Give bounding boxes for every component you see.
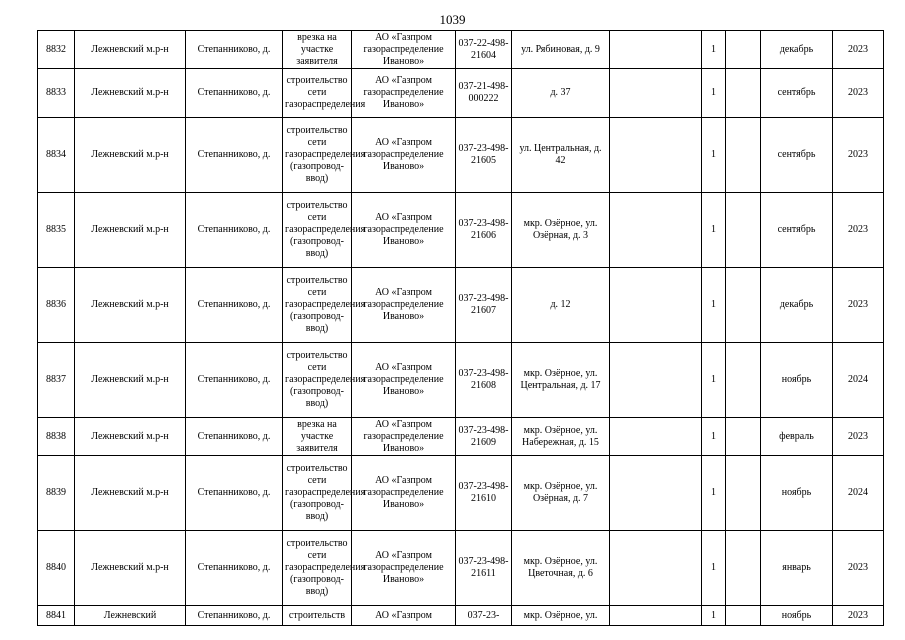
cell-district: Лежневский м.р-н: [75, 69, 186, 118]
registry-table: [37, 30, 884, 626]
cell-address: мкр. Озёрное, ул. Цветочная, д. 6: [512, 531, 610, 606]
cell-empty: [726, 268, 761, 343]
table-row: [38, 193, 884, 268]
cell-address: мкр. Озёрное, ул. Центральная, д. 17: [512, 343, 610, 418]
cell-empty: [726, 456, 761, 531]
cell-empty: [726, 69, 761, 118]
table-row: [38, 69, 884, 118]
cell-locality: Степанниково, д.: [186, 343, 283, 418]
cell-quantity: 1: [702, 531, 726, 606]
cell-code: 037-21-498-000222: [456, 69, 512, 118]
cell-address: мкр. Озёрное, ул. Озёрная, д. 3: [512, 193, 610, 268]
cell-code: 037-23-498-21605: [456, 118, 512, 193]
cell-organization: АО «Газпром газораспределение Иваново»: [352, 193, 456, 268]
cell-number: 8837: [38, 343, 75, 418]
table-row: [38, 268, 884, 343]
cell-month: ноябрь: [761, 606, 833, 626]
cell-month: февраль: [761, 418, 833, 456]
cell-locality: Степанниково, д.: [186, 268, 283, 343]
cell-empty: [610, 193, 702, 268]
cell-year: 2024: [833, 343, 884, 418]
cell-address: д. 37: [512, 69, 610, 118]
cell-empty: [726, 418, 761, 456]
cell-number: 8839: [38, 456, 75, 531]
table-body: [38, 31, 884, 626]
cell-quantity: 1: [702, 268, 726, 343]
cell-locality: Степанниково, д.: [186, 118, 283, 193]
cell-number: 8840: [38, 531, 75, 606]
cell-organization: АО «Газпром газораспределение Иваново»: [352, 418, 456, 456]
cell-empty: [726, 118, 761, 193]
cell-code: 037-23-498-21609: [456, 418, 512, 456]
cell-quantity: 1: [702, 418, 726, 456]
cell-work-type: строительство сети газораспределения (газопровод-ввод): [283, 343, 352, 418]
cell-code: 037-22-498-21604: [456, 31, 512, 69]
cell-organization: АО «Газпром газораспределение Иваново»: [352, 118, 456, 193]
table-row: [38, 456, 884, 531]
cell-work-type: строительство сети газораспределения (газопровод-ввод): [283, 456, 352, 531]
cell-year: 2023: [833, 606, 884, 626]
cell-empty: [726, 531, 761, 606]
cell-district: Лежневский: [75, 606, 186, 626]
table-row: [38, 418, 884, 456]
cell-locality: Степанниково, д.: [186, 531, 283, 606]
cell-locality: Степанниково, д.: [186, 606, 283, 626]
cell-year: 2023: [833, 268, 884, 343]
cell-empty: [610, 118, 702, 193]
cell-month: сентябрь: [761, 193, 833, 268]
cell-organization: АО «Газпром газораспределение Иваново»: [352, 456, 456, 531]
cell-empty: [610, 31, 702, 69]
cell-month: ноябрь: [761, 456, 833, 531]
table-row: [38, 118, 884, 193]
cell-month: сентябрь: [761, 118, 833, 193]
cell-code: 037-23-498-21610: [456, 456, 512, 531]
cell-number: 8833: [38, 69, 75, 118]
cell-quantity: 1: [702, 69, 726, 118]
cell-organization: АО «Газпром газораспределение Иваново»: [352, 343, 456, 418]
cell-number: 8841: [38, 606, 75, 626]
cell-locality: Степанниково, д.: [186, 69, 283, 118]
cell-empty: [610, 456, 702, 531]
cell-year: 2024: [833, 456, 884, 531]
cell-district: Лежневский м.р-н: [75, 418, 186, 456]
cell-address: ул. Рябиновая, д. 9: [512, 31, 610, 69]
cell-number: 8834: [38, 118, 75, 193]
cell-year: 2023: [833, 118, 884, 193]
cell-address: ул. Центральная, д. 42: [512, 118, 610, 193]
cell-empty: [726, 343, 761, 418]
cell-year: 2023: [833, 69, 884, 118]
cell-locality: Степанниково, д.: [186, 456, 283, 531]
table-row: [38, 31, 884, 69]
cell-empty: [610, 343, 702, 418]
cell-work-type: строительство сети газораспределения: [283, 69, 352, 118]
cell-year: 2023: [833, 418, 884, 456]
cell-quantity: 1: [702, 193, 726, 268]
table-row: [38, 531, 884, 606]
cell-locality: Степанниково, д.: [186, 418, 283, 456]
cell-locality: Степанниково, д.: [186, 193, 283, 268]
cell-year: 2023: [833, 31, 884, 69]
cell-quantity: 1: [702, 606, 726, 626]
cell-month: декабрь: [761, 268, 833, 343]
cell-work-type: строительство сети газораспределения (газопровод-ввод): [283, 193, 352, 268]
cell-locality: Степанниково, д.: [186, 31, 283, 69]
table-row: [38, 606, 884, 626]
cell-organization: АО «Газпром газораспределение Иваново»: [352, 268, 456, 343]
cell-work-type: врезка на участке заявителя: [283, 418, 352, 456]
cell-organization: АО «Газпром газораспределение Иваново»: [352, 69, 456, 118]
cell-address: д. 12: [512, 268, 610, 343]
cell-number: 8835: [38, 193, 75, 268]
cell-year: 2023: [833, 531, 884, 606]
cell-quantity: 1: [702, 343, 726, 418]
cell-organization: АО «Газпром газораспределение Иваново»: [352, 31, 456, 69]
cell-empty: [610, 268, 702, 343]
cell-code: 037-23-498-21606: [456, 193, 512, 268]
cell-number: 8832: [38, 31, 75, 69]
cell-month: ноябрь: [761, 343, 833, 418]
cell-quantity: 1: [702, 456, 726, 531]
cell-code: 037-23-498-21607: [456, 268, 512, 343]
cell-empty: [726, 31, 761, 69]
cell-month: январь: [761, 531, 833, 606]
cell-year: 2023: [833, 193, 884, 268]
cell-empty: [610, 606, 702, 626]
cell-organization: АО «Газпром: [352, 606, 456, 626]
cell-work-type: строительство сети газораспределения (газопровод-ввод): [283, 118, 352, 193]
cell-code: 037-23-498-21611: [456, 531, 512, 606]
cell-empty: [726, 193, 761, 268]
cell-address: мкр. Озёрное, ул.: [512, 606, 610, 626]
cell-empty: [726, 606, 761, 626]
cell-number: 8838: [38, 418, 75, 456]
cell-district: Лежневский м.р-н: [75, 193, 186, 268]
cell-month: сентябрь: [761, 69, 833, 118]
cell-empty: [610, 531, 702, 606]
cell-code: 037-23-498-21608: [456, 343, 512, 418]
cell-address: мкр. Озёрное, ул. Озёрная, д. 7: [512, 456, 610, 531]
cell-address: мкр. Озёрное, ул. Набережная, д. 15: [512, 418, 610, 456]
cell-code: 037-23-: [456, 606, 512, 626]
cell-work-type: врезка на участке заявителя: [283, 31, 352, 69]
cell-quantity: 1: [702, 31, 726, 69]
cell-work-type: строительство сети газораспределения (газопровод-ввод): [283, 268, 352, 343]
cell-quantity: 1: [702, 118, 726, 193]
cell-district: Лежневский м.р-н: [75, 268, 186, 343]
cell-district: Лежневский м.р-н: [75, 118, 186, 193]
page-number: 1039: [439, 12, 466, 27]
cell-district: Лежневский м.р-н: [75, 456, 186, 531]
cell-empty: [610, 69, 702, 118]
cell-organization: АО «Газпром газораспределение Иваново»: [352, 531, 456, 606]
cell-month: декабрь: [761, 31, 833, 69]
cell-work-type: строительств: [283, 606, 352, 626]
cell-district: Лежневский м.р-н: [75, 31, 186, 69]
cell-number: 8836: [38, 268, 75, 343]
cell-district: Лежневский м.р-н: [75, 343, 186, 418]
cell-district: Лежневский м.р-н: [75, 531, 186, 606]
cell-empty: [610, 418, 702, 456]
cell-work-type: строительство сети газораспределения (газопровод-ввод): [283, 531, 352, 606]
table-row: [38, 343, 884, 418]
